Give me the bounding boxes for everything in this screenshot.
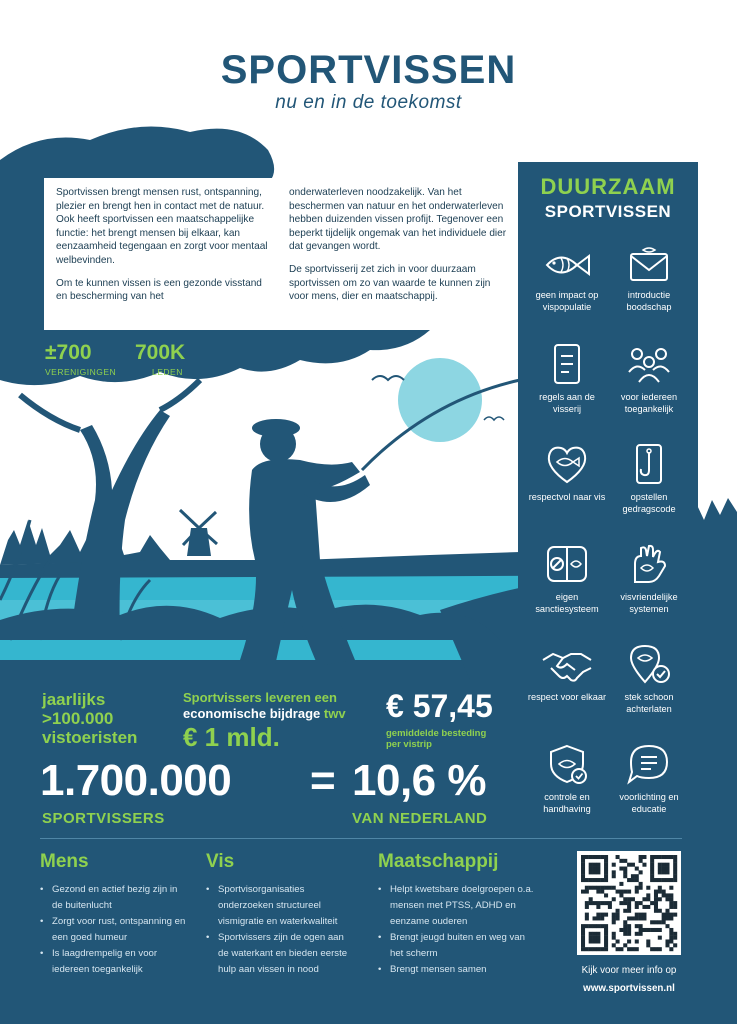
list-item: • Is laagdrempelig en voor iedereen toegankelijk	[40, 946, 190, 978]
panel-item	[606, 246, 692, 313]
percentage-value: 10,6 %	[352, 756, 486, 805]
hook-code-icon	[625, 442, 673, 486]
location-check-icon	[625, 642, 673, 686]
sustainable-fishing-panel	[518, 162, 698, 842]
page-title: SPORTVISSEN	[220, 48, 517, 92]
qr-code-image	[577, 851, 681, 955]
list-item: • Zorgt voor rust, ontspanning en een goed humeur	[40, 914, 190, 946]
list-vis	[206, 882, 356, 978]
rules-document-icon	[543, 342, 591, 386]
tourists-line3: vistoeristen	[42, 728, 138, 747]
panel-item-label: regels aan de visserij	[539, 392, 595, 414]
panel-item-label: stek schoon achterlaten	[624, 692, 674, 714]
column-heading-mens: Mens	[40, 851, 89, 872]
panel-item	[606, 642, 692, 715]
panel-item	[606, 542, 692, 615]
heart-fish-icon	[543, 442, 591, 486]
panel-item	[524, 342, 610, 415]
fish-icon	[543, 246, 591, 284]
column-heading-maatschappij: Maatschappij	[378, 851, 499, 872]
anglers-count: 1.700.000	[40, 756, 232, 805]
intro-column-1	[56, 186, 268, 313]
contribution-block	[183, 690, 346, 752]
panel-item	[524, 442, 610, 504]
tourists-line2: >100.000	[42, 709, 114, 728]
list-maatschappij	[378, 882, 538, 978]
spend-value: € 57,45	[386, 688, 493, 724]
shield-check-icon	[543, 742, 591, 786]
website-link[interactable]: www.sportvissen.nl	[583, 983, 675, 994]
qr-code[interactable]	[577, 851, 681, 955]
list-item: • Sportvissers zijn de ogen aan de waterkant en bieden eerste hulp aan vissen in nood	[206, 930, 356, 978]
intro-paragraph: onderwaterleven noodzakelijk. Van het beschermen van natuur en het onderwaterleven hebben duizenden vissen profijt. Tegenover een beperkt tijdelijk ongemak van het individuele dier dat gevangen wordt.	[289, 187, 507, 253]
speech-bubble-icon	[625, 742, 673, 786]
panel-item	[606, 342, 692, 415]
panel-item-label: controle en handhaving	[543, 792, 591, 814]
panel-item	[524, 742, 610, 815]
panel-item-label: voor iedereen toegankelijk	[620, 392, 678, 414]
sanction-icon	[543, 542, 591, 586]
hand-fish-icon	[625, 542, 673, 586]
list-item: • Sportvisorganisaties onderzoeken structureel vismigratie en waterkwaliteit	[206, 882, 356, 930]
contribution-line1: Sportvissers leveren een	[183, 690, 337, 705]
list-mens	[40, 882, 190, 978]
clubs-label: VERENIGINGEN	[45, 367, 117, 377]
contribution-line2b: twv	[323, 706, 346, 721]
equals-sign: =	[310, 756, 336, 805]
panel-item-label: introductie boodschap	[626, 290, 672, 312]
intro-text-box	[44, 178, 514, 330]
panel-item-label: voorlichting en educatie	[619, 792, 679, 814]
panel-item	[524, 542, 610, 615]
envelope-fish-icon	[625, 246, 673, 284]
contribution-value: € 1 mld.	[183, 722, 280, 752]
intro-paragraph: Sportvissen brengt mensen rust, ontspanning, plezier en brengt hen in contact met de natuur. Ook heeft sportvissen een maatschappelijke functie: het brengt mensen bij elkaar, kan eenzaamheid tegengaan en zorgt voor mentaal welbevinden.	[56, 187, 268, 266]
intro-column-2	[289, 186, 511, 313]
spend-label1: gemiddelde besteding	[386, 728, 487, 739]
section-divider	[40, 838, 682, 839]
tourists-block	[42, 690, 137, 747]
panel-item-label: respect voor elkaar	[527, 692, 607, 702]
panel-title-line1: DUURZAAM	[540, 174, 676, 199]
qr-caption: Kijk voor meer info op	[581, 965, 677, 976]
panel-title-line2: SPORTVISSEN	[544, 202, 672, 221]
tourists-line1: jaarlijks	[42, 690, 106, 709]
contribution-line2a: economische bijdrage	[183, 706, 321, 721]
list-item: • Brengt mensen samen	[378, 962, 538, 978]
spend-label2: per vistrip	[386, 739, 432, 750]
intro-paragraph: Om te kunnen vissen is een gezonde visstand en bescherming van het	[56, 277, 262, 303]
percentage-label: VAN NEDERLAND	[352, 810, 488, 827]
page-subtitle: nu en in de toekomst	[275, 92, 462, 113]
list-item: • Brengt jeugd buiten en weg van het scherm	[378, 930, 538, 962]
panel-item	[524, 246, 610, 313]
people-group-icon	[625, 342, 673, 386]
anglers-label: SPORTVISSERS	[42, 810, 165, 827]
panel-item-label: eigen sanctiesysteem	[535, 592, 599, 614]
list-item: • Gezond en actief bezig zijn in de buitenlucht	[40, 882, 190, 914]
panel-item-label: opstellen gedragscode	[622, 492, 676, 514]
members-count: 700K	[135, 341, 186, 364]
handshake-icon	[541, 646, 593, 686]
intro-paragraph: De sportvisserij zet zich in voor duurzaam sportvissen om zo van waarde te kunnen zijn voor mens, dier en maatschappij.	[289, 263, 491, 303]
panel-item	[606, 442, 692, 515]
members-label: LEDEN	[152, 367, 183, 377]
spend-label	[386, 728, 486, 750]
list-item: • Helpt kwetsbare doelgroepen o.a. mensen met PTSS, ADHD en eenzame ouderen	[378, 882, 538, 930]
column-heading-vis: Vis	[206, 851, 235, 872]
panel-item	[524, 646, 610, 704]
panel-item-label: visvriendelijke systemen	[620, 592, 678, 614]
panel-item-label: respectvol naar vis	[528, 492, 606, 502]
panel-item	[606, 742, 692, 815]
panel-item-label: geen impact op vispopulatie	[535, 290, 599, 312]
clubs-count: ±700	[45, 341, 92, 364]
